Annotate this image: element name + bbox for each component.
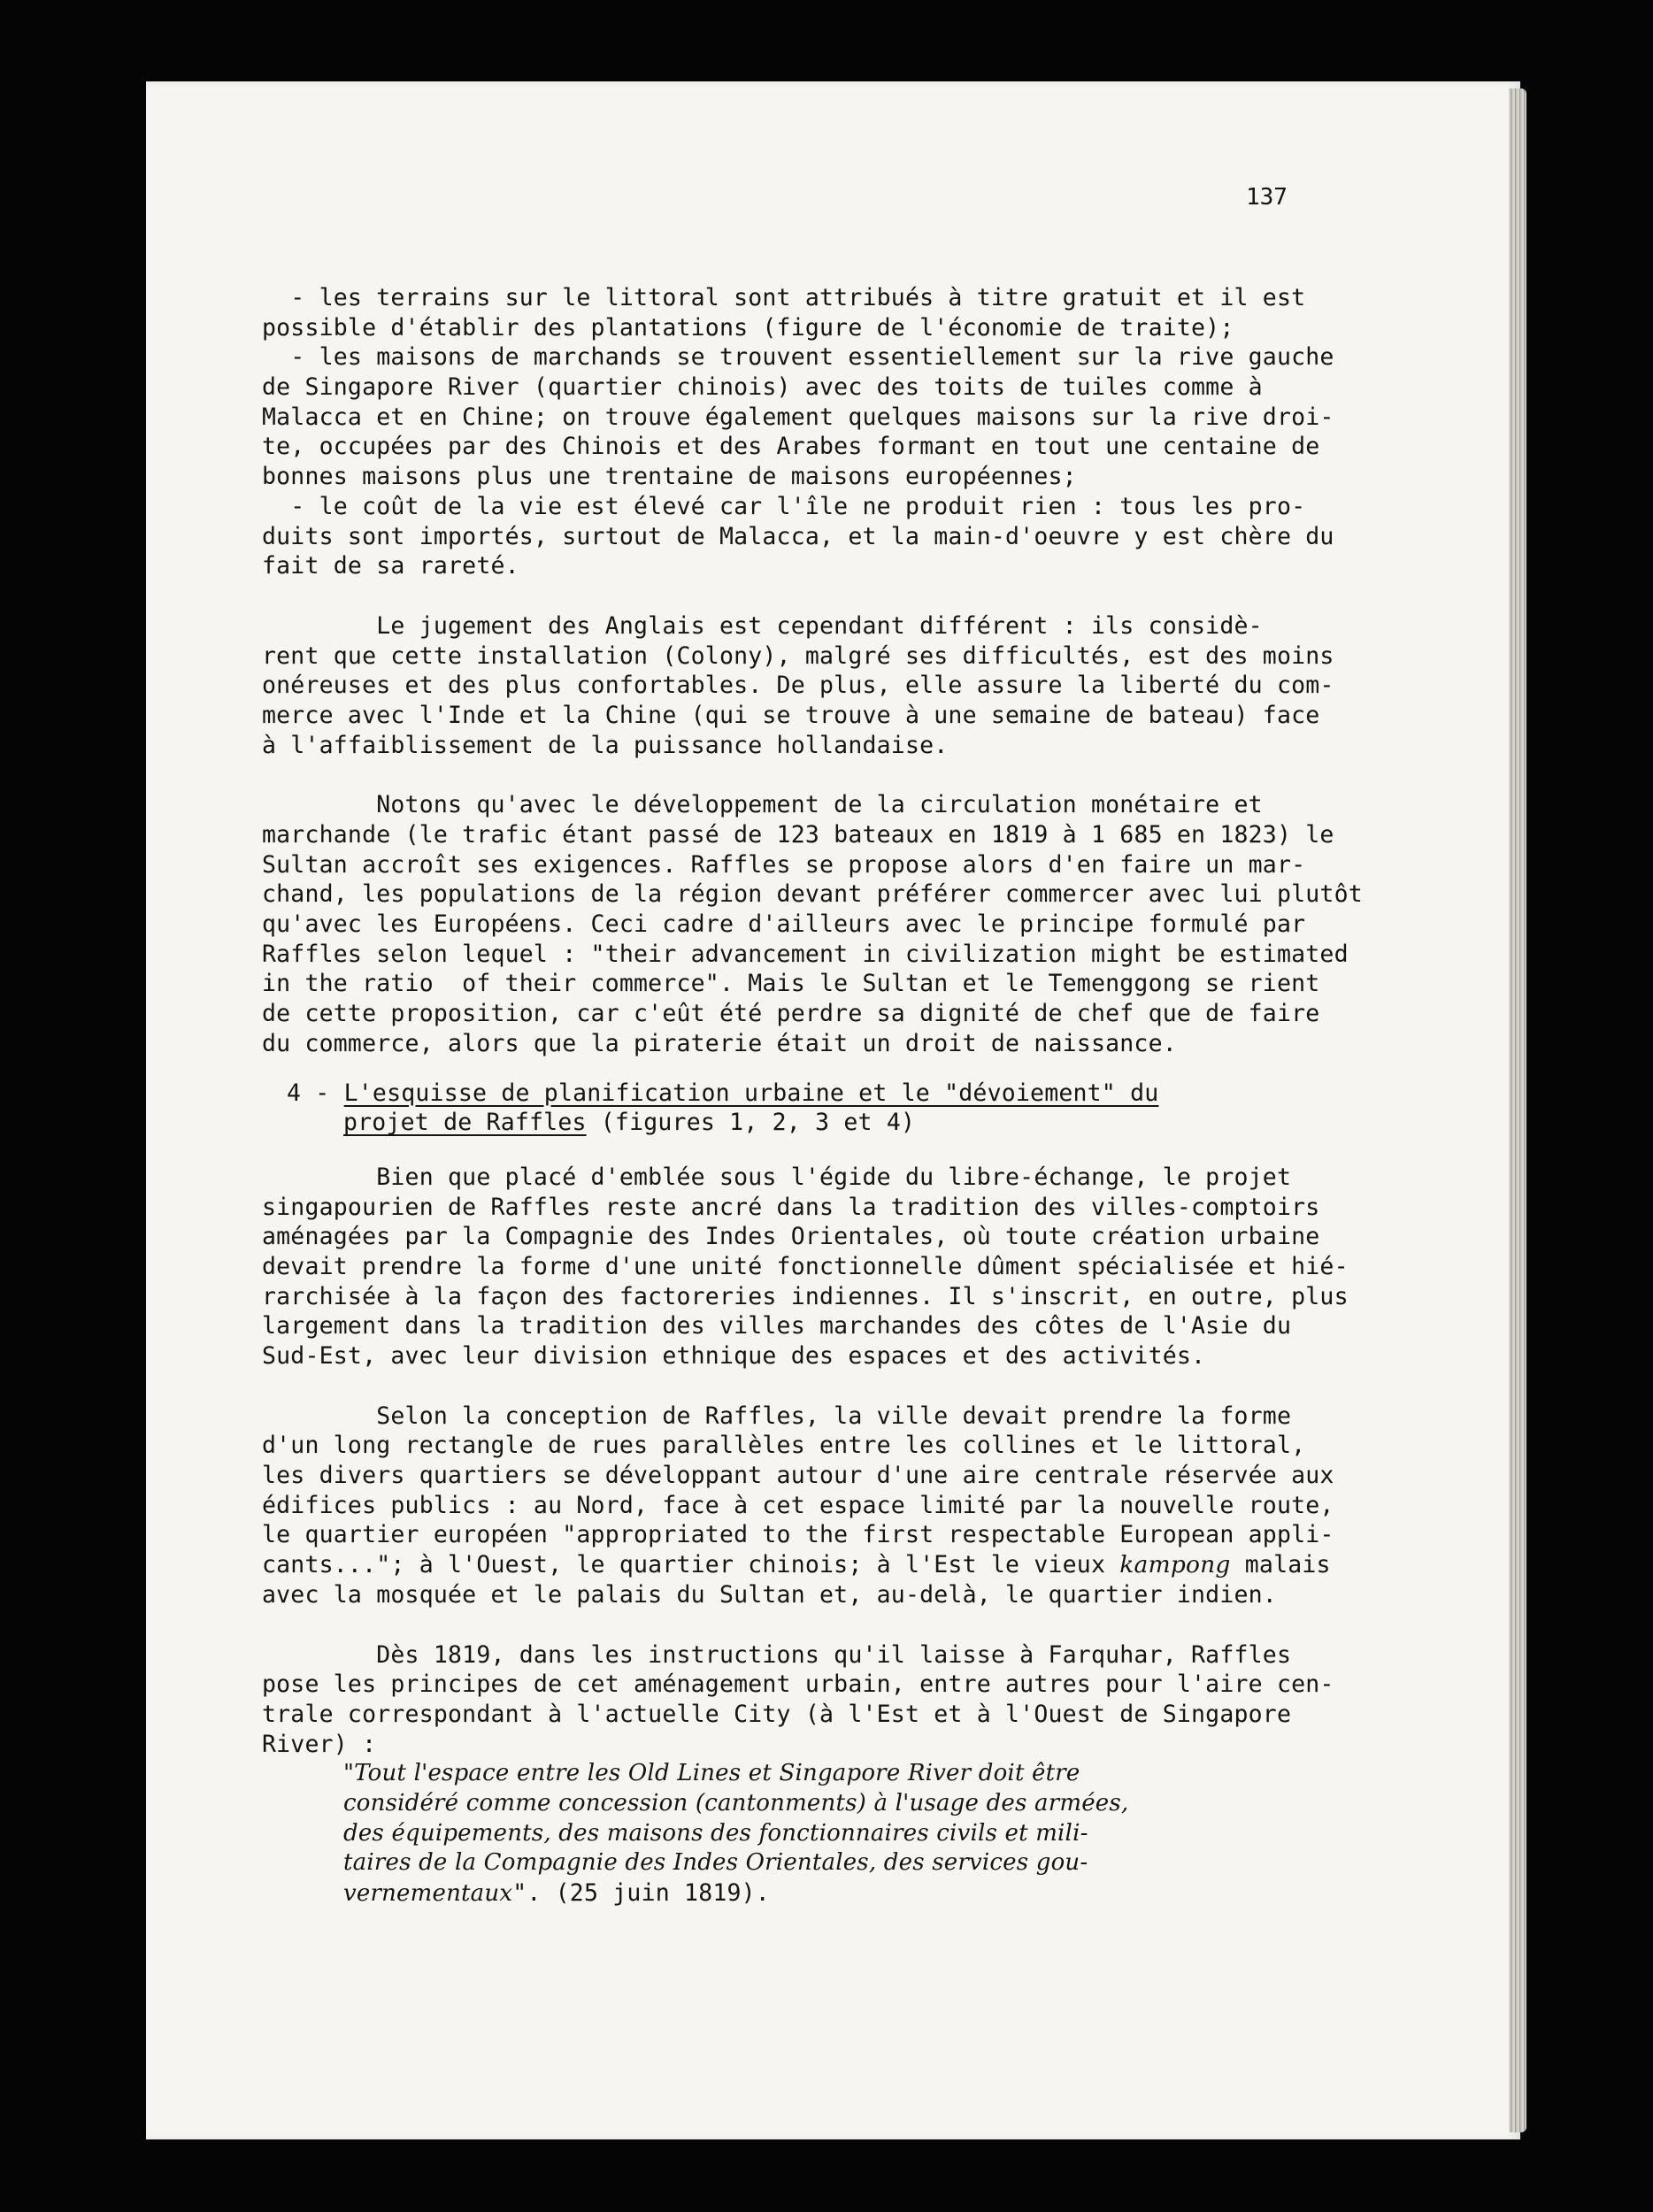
heading-number: 4 - [287,1079,344,1107]
text-line: marchande (le trafic étant passé de 123 bateaux en 1819 à 1 685 en 1823) le [262,821,1334,849]
text-line: Malacca et en Chine; on trouve également quelques maisons sur la rive droi- [262,403,1334,431]
text-line: Bien que placé d'emblée sous l'égide du libre-échange, le projet [262,1163,1292,1191]
text-fragment: malais [1230,1551,1331,1579]
text-line: aménagées par la Compagnie des Indes Orientales, où toute création urbaine [262,1223,1320,1251]
text-line: possible d'établir des plantations (figure de l'économie de traite); [262,313,1234,342]
quote-line: taires de la Compagnie des Indes Orientales, des services gou- [343,1849,1088,1877]
paragraph-raffles-conception [262,1402,1359,1610]
quote-date: ". (25 juin 1819). [512,1879,770,1907]
text-line: merce avec l'Inde et la Chine (qui se trouve à une semaine de bateau) face [262,701,1320,729]
quote-line: "Tout l'espace entre les Old Lines et Singapore River doit être [343,1760,1080,1787]
text-line: Raffles selon lequel : "their advancement in civilization might be estimated [262,940,1349,968]
text-line: du commerce, alors que la piraterie était un droit de naissance. [262,1029,1177,1057]
text-line: onéreuses et des plus confortables. De plus, elle assure la liberté du com- [262,672,1334,700]
text-line: te, occupées par des Chinois et des Arabes formant en tout une centaine de [262,433,1320,461]
paragraph-english-view [262,611,1359,760]
text-line: fait de sa rareté. [262,552,519,580]
text-line: - les maisons de marchands se trouvent essentiellement sur la rive gauche [262,343,1334,372]
section-heading [287,1079,1359,1138]
text-line: devait prendre la forme d'une unité fonctionnelle dûment spécialisée et hié- [262,1252,1349,1280]
heading-line-2-rest: (figures 1, 2, 3 et 4) [586,1109,916,1137]
text-line: pose les principes de cet aménagement urbain, entre autres pour l'aire cen- [262,1671,1334,1699]
text-line: in the ratio of their commerce". Mais le Sultan et le Temenggong se rient [262,970,1320,998]
page-stack-edge [1509,88,1526,2132]
quote-line: des équipements, des maisons des fonctionnaires civils et mili- [343,1819,1088,1847]
text-line: rarchisée à la façon des factoreries indiennes. Il s'inscrit, en outre, plus [262,1282,1349,1310]
quote-line: considéré comme concession (cantonments) à l'usage des armées, [343,1789,1129,1816]
text-line: Notons qu'avec le développement de la circulation monétaire et [262,791,1263,819]
text-line: cants..."; à l'Ouest, le quartier chinois; à l'Est le vieux [262,1551,1120,1579]
page-number: 137 [1246,184,1288,211]
quote-italic-end: vernementaux [343,1880,513,1907]
paragraph-instructions [262,1640,1359,1760]
text-line: qu'avec les Européens. Ceci cadre d'ailleurs avec le principe formulé par [262,910,1306,939]
paragraph-monetary-circulation [262,790,1363,1058]
text-line: d'un long rectangle de rues parallèles entre les collines et le littoral, [262,1432,1306,1460]
paragraph-list-conditions [262,283,1359,581]
text-line: - les terrains sur le littoral sont attribués à titre gratuit et il est [262,284,1306,311]
italic-word: kampong [1119,1551,1231,1579]
text-line: rent que cette installation (Colony), malgré ses difficultés, est des moins [262,641,1334,670]
page-body [262,283,1363,1909]
text-line: trale correspondant à l'actuelle City (à l'Est et à l'Ouest de Singapore [262,1700,1292,1728]
text-line: chand, les populations de la région devant préférer commercer avec lui plutôt [262,880,1363,909]
text-line: Sultan accroît ses exigences. Raffles se propose alors d'en faire un mar- [262,850,1306,879]
text-line: River) : [262,1730,377,1758]
text-line: avec la mosquée et le palais du Sultan et, au-delà, le quartier indien. [262,1580,1277,1609]
text-line: duits sont importés, surtout de Malacca, et la main-d'oeuvre y est chère du [262,522,1334,550]
text-line: largement dans la tradition des villes marchandes des côtes de l'Asie du [262,1312,1292,1340]
text-line: - le coût de la vie est élevé car l'île ne produit rien : tous les pro- [262,492,1306,520]
text-line: Selon la conception de Raffles, la ville devait prendre la forme [262,1402,1292,1430]
text-line: bonnes maisons plus une trentaine de maisons européennes; [262,463,1077,491]
text-line: les divers quartiers se développant autour d'une aire centrale réservée aux [262,1462,1334,1490]
text-line: de cette proposition, car c'eût été perdre sa dignité de chef que de faire [262,1000,1320,1028]
text-line: à l'affaiblissement de la puissance hollandaise. [262,731,949,759]
block-quote [343,1759,1359,1908]
text-line: Le jugement des Anglais est cependant différent : ils considè- [262,611,1263,640]
text-line: singapourien de Raffles reste ancré dans la tradition des villes-comptoirs [262,1193,1320,1221]
heading-line-2-underlined: projet de Raffles [343,1109,587,1137]
paragraph-free-trade [262,1163,1359,1371]
text-line: Sud-Est, avec leur division ethnique des espaces et des activités. [262,1342,1206,1370]
text-line: de Singapore River (quartier chinois) avec des toits de tuiles comme à [262,373,1263,402]
text-line: édifices publics : au Nord, face à cet espace limité par la nouvelle route, [262,1491,1334,1519]
text-line: Dès 1819, dans les instructions qu'il laisse à Farquhar, Raffles [262,1640,1292,1669]
text-line: le quartier européen "appropriated to the first respectable European appli- [262,1521,1334,1549]
heading-line-1: L'esquisse de planification urbaine et le "dévoiement" du [343,1079,1159,1107]
